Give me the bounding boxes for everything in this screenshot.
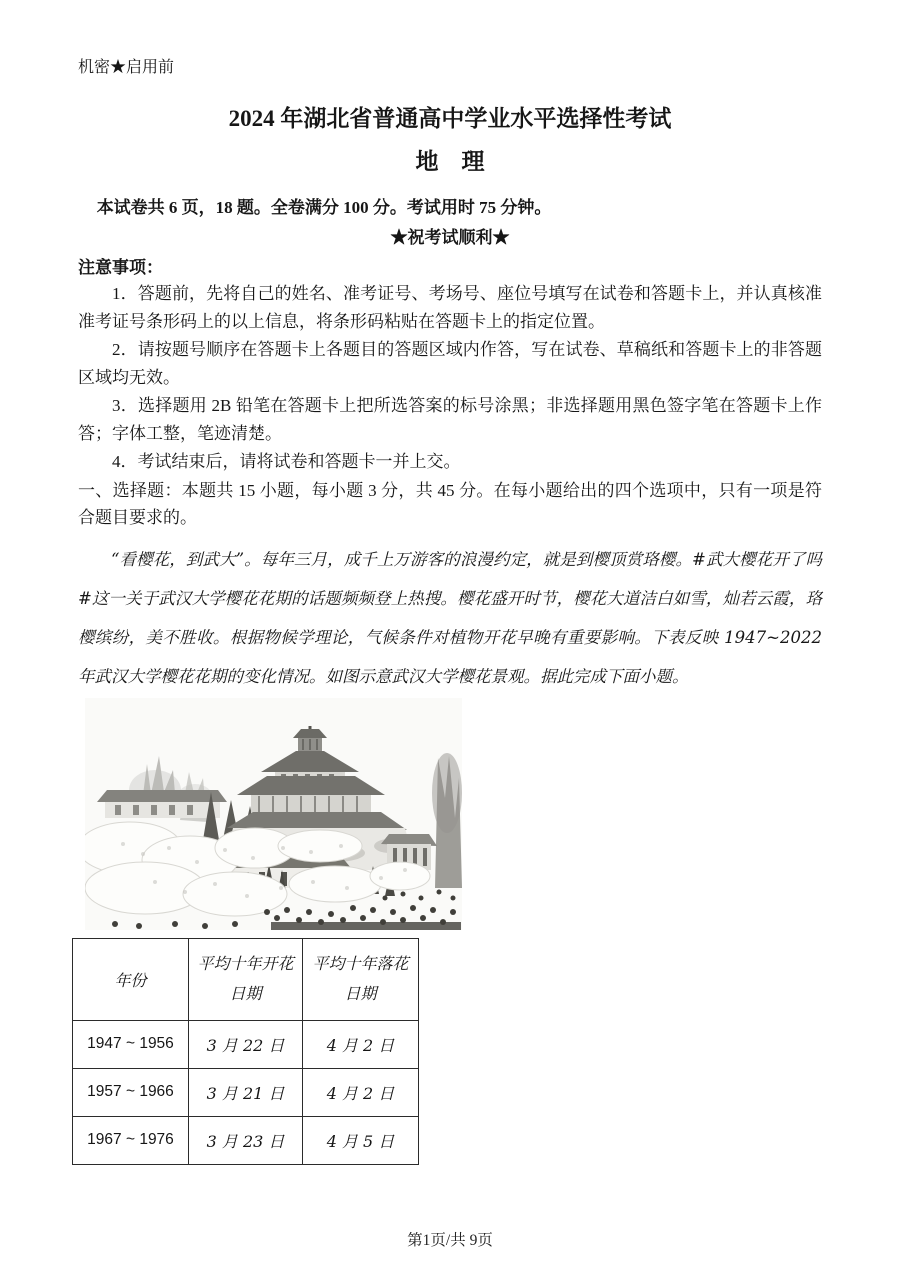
blessing-line: ★祝考试顺利★ <box>390 228 510 247</box>
cell-bloom-date: 3 月 22 日 <box>189 1020 303 1068</box>
table-header-fall-line1: 平均十年落花 <box>312 954 409 973</box>
cherry-blossom-photo-image <box>85 698 462 930</box>
table-header-row <box>73 938 419 1020</box>
section-heading-choice-questions: 一、选择题：本题共 15 小题，每小题 3 分，共 45 分。在每小题给出的四个选项中，只有一项是符合题目要求的。 <box>78 480 822 527</box>
table-header-bloom-line1: 平均十年开花 <box>197 954 294 973</box>
table-row <box>73 1068 419 1116</box>
notice-heading: 注意事项： <box>78 258 163 277</box>
table-header-year: 年份 <box>73 938 189 1020</box>
cell-fall-date: 4 月 5 日 <box>303 1116 419 1164</box>
table-header-bloom-line2: 日期 <box>229 984 262 1003</box>
subject-title: 地 理 <box>415 149 485 174</box>
bloom-date-table <box>72 938 419 1165</box>
classification-label: 机密★启用前 <box>78 59 175 76</box>
notice-item-1: 1．答题前，先将自己的姓名、准考证号、考场号、座位号填写在试卷和答题卡上，并认真核准准考证号条形码上的以上信息，将条形码粘贴在答题卡上的指定位置。 <box>78 284 822 331</box>
notice-item-2: 2．请按题号顺序在答题卡上各题目的答题区域内作答，写在试卷、草稿纸和答题卡上的非答题区域均无效。 <box>78 340 822 387</box>
table-header-bloom <box>189 938 303 1020</box>
table-row <box>73 1020 419 1068</box>
cell-bloom-date: 3 月 21 日 <box>189 1068 303 1116</box>
cell-year: 1967 ~ 1976 <box>73 1116 189 1164</box>
exam-info-line: 本试卷共 6 页，18 题。全卷满分 100 分。考试用时 75 分钟。 <box>96 198 552 217</box>
page-number-footer: 第1页/共 9页 <box>407 1232 493 1249</box>
cell-bloom-date: 3 月 23 日 <box>189 1116 303 1164</box>
table-header-fall-line2: 日期 <box>344 984 377 1003</box>
cell-fall-date: 4 月 2 日 <box>303 1020 419 1068</box>
cell-fall-date: 4 月 2 日 <box>303 1068 419 1116</box>
question-passage: “看樱花，到武大”。每年三月，成千上万游客的浪漫约定，就是到樱顶赏珞樱。#武大樱花开了吗#这一关于武汉大学樱花花期的话题频频登上热搜。樱花盛开时节，樱花大道洁白如雪，灿若云霞，珞樱缤纷，美不胜收。根据物候学理论，气候条件对植物开花早晚有重要影响。下表反映 1947~2022 年武汉大学樱花花期的变化情况。如图示意武汉大学樱花景观。据此完成下面小题。 <box>78 549 822 686</box>
notice-item-4: 4．考试结束后，请将试卷和答题卡一并上交。 <box>112 452 461 471</box>
table-header-fall <box>303 938 419 1020</box>
exam-title: 2024 年湖北省普通高中学业水平选择性考试 <box>228 106 672 131</box>
table-row <box>73 1116 419 1164</box>
cherry-blossom-photo <box>85 698 462 930</box>
cell-year: 1947 ~ 1956 <box>73 1020 189 1068</box>
cell-year: 1957 ~ 1966 <box>73 1068 189 1116</box>
notice-list <box>78 280 822 476</box>
notice-item-3: 3．选择题用 2B 铅笔在答题卡上把所选答案的标号涂黑；非选择题用黑色签字笔在答题卡上作答；字体工整，笔迹清楚。 <box>78 396 822 443</box>
